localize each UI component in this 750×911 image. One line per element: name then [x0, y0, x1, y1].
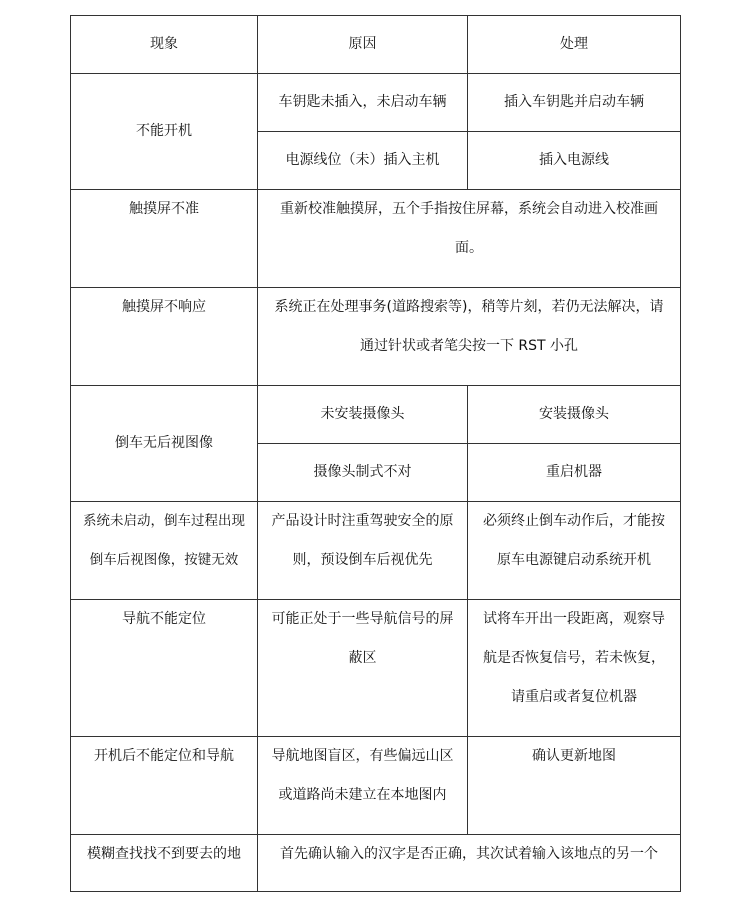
cause-cell: 电源线位（未）插入主机	[258, 132, 468, 190]
solution-cell: 首先确认输入的汉字是否正确，其次试着输入该地点的另一个	[258, 835, 681, 892]
solution-cell: 系统正在处理事务(道路搜索等)，稍等片刻，若仍无法解决，请通过针状或者笔尖按一下 RST 小孔	[258, 288, 681, 386]
table-row	[71, 502, 681, 600]
table-row	[71, 288, 681, 386]
troubleshooting-table	[70, 15, 681, 892]
cause-cell: 车钥匙未插入，未启动车辆	[258, 74, 468, 132]
solution-cell: 插入电源线	[468, 132, 681, 190]
header-symptom: 现象	[71, 16, 258, 74]
solution-cell: 重启机器	[468, 444, 681, 502]
table-header-row	[71, 16, 681, 74]
table-row	[71, 74, 681, 132]
table-row	[71, 737, 681, 835]
symptom-cell: 不能开机	[71, 74, 258, 190]
cause-cell: 产品设计时注重驾驶安全的原则，预设倒车后视优先	[258, 502, 468, 600]
solution-cell: 安装摄像头	[468, 386, 681, 444]
solution-cell: 重新校准触摸屏，五个手指按住屏幕，系统会自动进入校准画面。	[258, 190, 681, 288]
table-row	[71, 386, 681, 444]
symptom-cell: 导航不能定位	[71, 600, 258, 737]
solution-cell: 试将车开出一段距离，观察导航是否恢复信号，若未恢复，请重启或者复位机器	[468, 600, 681, 737]
symptom-cell: 倒车无后视图像	[71, 386, 258, 502]
symptom-cell: 触摸屏不准	[71, 190, 258, 288]
table-row	[71, 600, 681, 737]
symptom-cell: 触摸屏不响应	[71, 288, 258, 386]
cause-cell: 可能正处于一些导航信号的屏蔽区	[258, 600, 468, 737]
cause-cell: 导航地图盲区，有些偏远山区或道路尚未建立在本地图内	[258, 737, 468, 835]
symptom-cell: 开机后不能定位和导航	[71, 737, 258, 835]
cause-cell: 未安装摄像头	[258, 386, 468, 444]
cause-cell: 摄像头制式不对	[258, 444, 468, 502]
solution-cell: 插入车钥匙并启动车辆	[468, 74, 681, 132]
symptom-cell: 模糊查找找不到要去的地	[71, 835, 258, 892]
table-row	[71, 190, 681, 288]
table-row	[71, 835, 681, 892]
solution-cell: 确认更新地图	[468, 737, 681, 835]
solution-cell: 必须终止倒车动作后，才能按原车电源键启动系统开机	[468, 502, 681, 600]
header-solution: 处理	[468, 16, 681, 74]
header-cause: 原因	[258, 16, 468, 74]
symptom-cell: 系统未启动，倒车过程出现倒车后视图像，按键无效	[71, 502, 258, 600]
